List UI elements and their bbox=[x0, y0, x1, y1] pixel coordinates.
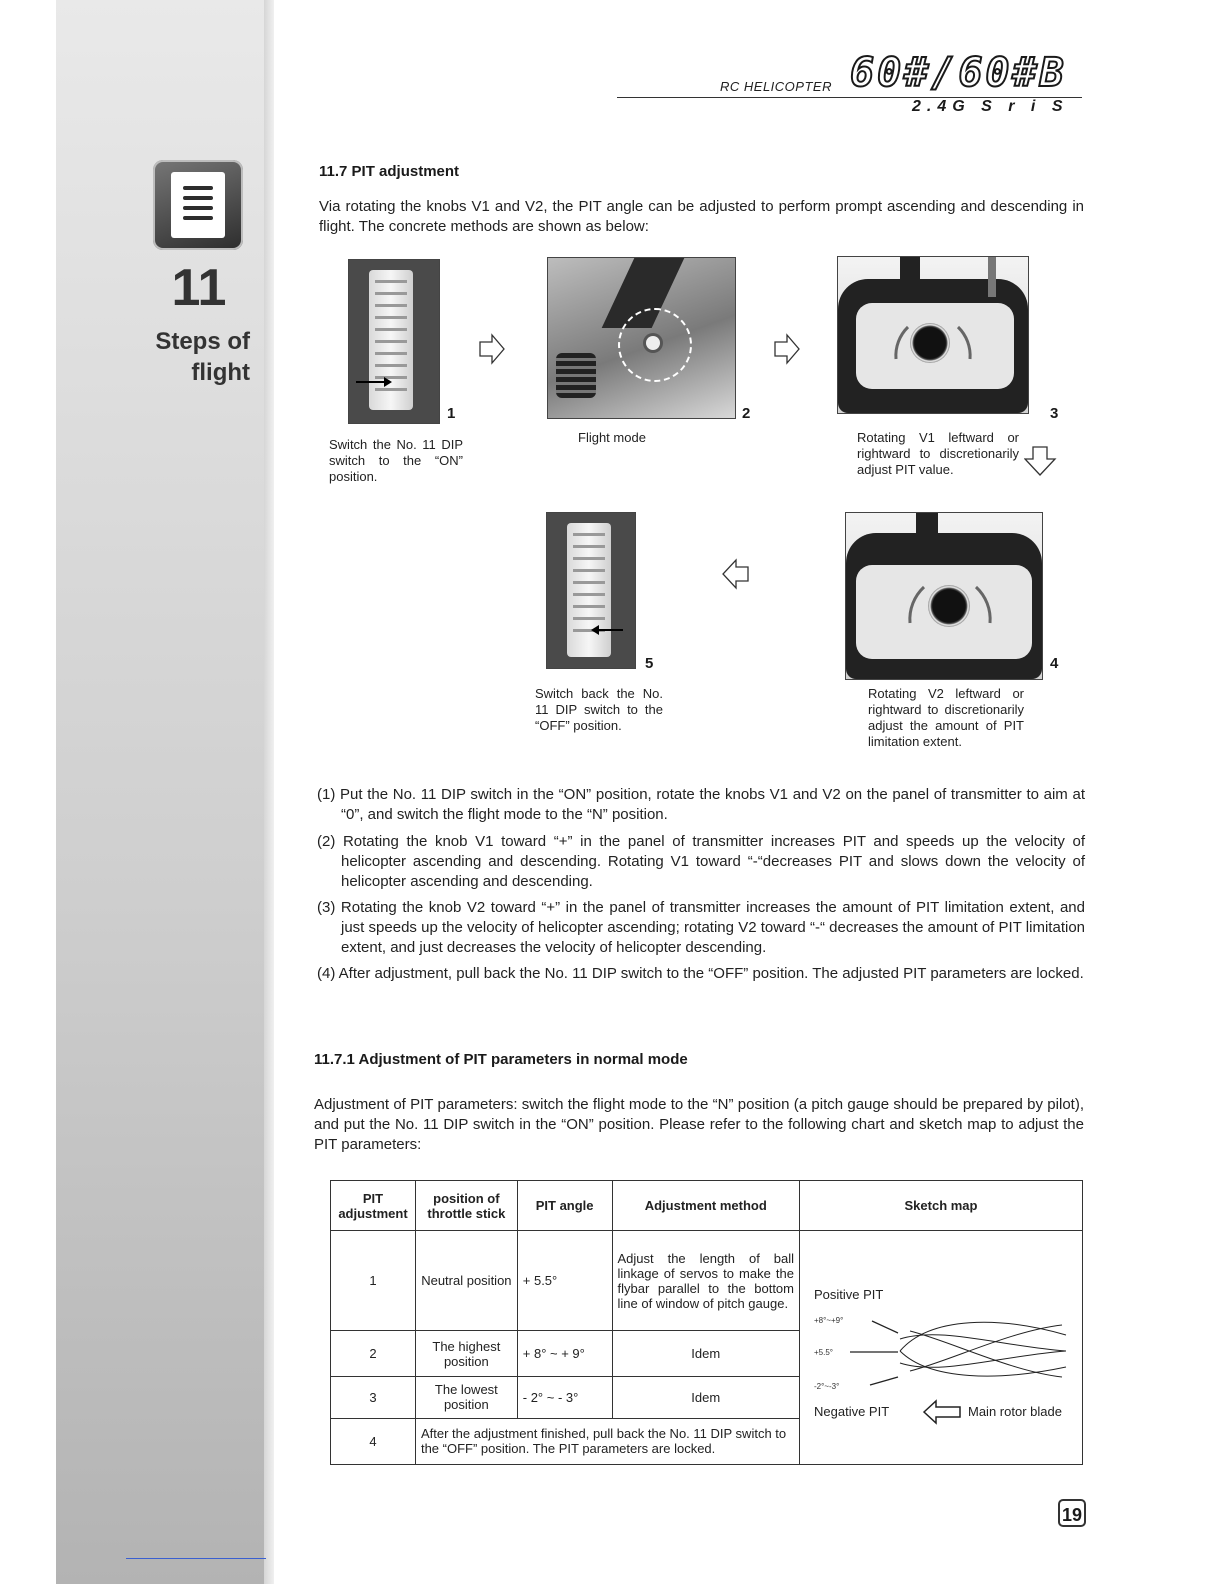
chapter-title bbox=[120, 326, 250, 388]
row-number: 3 bbox=[331, 1376, 416, 1418]
main-rotor-blade-label: Main rotor blade bbox=[968, 1404, 1062, 1419]
flow-arrow-left-icon bbox=[720, 558, 750, 590]
sidebar-link-underline bbox=[126, 1558, 266, 1559]
v2-knob-panel-photo bbox=[845, 512, 1043, 680]
chapter-title-line-1: Steps of bbox=[155, 328, 250, 355]
throttle-position: The lowest position bbox=[415, 1376, 517, 1418]
step-item: (1) Put the No. 11 DIP switch in the “ON” position, rotate the knobs V1 and V2 on the panel of transmitter to aim at “0”, and switch the flight mode to the “N” position. bbox=[317, 786, 1085, 823]
row-number: 1 bbox=[331, 1231, 416, 1331]
document-icon bbox=[153, 160, 243, 250]
header-series-logo: 2.4G S r i S bbox=[912, 98, 1069, 115]
angle-high-label: +8°~+9° bbox=[814, 1316, 844, 1325]
flow-arrow-down-icon bbox=[1024, 445, 1058, 477]
figure-5-number: 5 bbox=[645, 655, 654, 672]
row-number: 2 bbox=[331, 1331, 416, 1376]
throttle-position: The highest position bbox=[415, 1331, 517, 1376]
adjustment-method: Adjust the length of ball linkage of servos to make the flybar parallel to the bottom line of window of pitch gauge. bbox=[612, 1231, 799, 1331]
subsection-heading: 11.7.1 Adjustment of PIT parameters in normal mode bbox=[314, 1051, 688, 1068]
chapter-title-line-2: flight bbox=[191, 359, 250, 386]
chapter-number: 11 bbox=[171, 259, 227, 317]
sidebar-edge bbox=[264, 0, 274, 1584]
pitch-sketch-diagram bbox=[800, 1231, 1082, 1464]
figure-2-caption: Flight mode bbox=[578, 430, 646, 445]
dip-switch-photo-off bbox=[546, 512, 636, 669]
angle-low-label: -2°~-3° bbox=[814, 1382, 840, 1391]
pit-parameters-table bbox=[330, 1180, 1083, 1465]
flow-arrow-right-icon bbox=[478, 333, 506, 365]
pit-angle: + 5.5° bbox=[517, 1231, 612, 1331]
figure-5-caption: Switch back the No. 11 DIP switch to the “OFF” position. bbox=[535, 686, 663, 733]
figure-3-caption: Rotating V1 leftward or rightward to discretionarily adjust PIT value. bbox=[857, 430, 1019, 477]
blade-pointer-arrow-icon bbox=[924, 1401, 960, 1423]
adjustment-method: Idem bbox=[612, 1376, 799, 1418]
flow-arrow-right-icon bbox=[773, 333, 801, 365]
step-item: (3) Rotating the knob V2 toward “+” in the panel of transmitter increases the amount of PIT limitation extent, and just speeds up the velocity of helicopter ascending; rotating V2 toward “-“ decreases the amount of PIT limitation extent, and just decreases the velocity of helicopter descending. bbox=[317, 899, 1085, 956]
col-header-pit-adjustment: PIT adjustment bbox=[331, 1181, 416, 1231]
col-header-adjustment-method: Adjustment method bbox=[612, 1181, 799, 1231]
col-header-pit-angle: PIT angle bbox=[517, 1181, 612, 1231]
negative-pit-label: Negative PIT bbox=[814, 1404, 890, 1419]
col-header-sketch-map: Sketch map bbox=[800, 1181, 1083, 1231]
figure-2-number: 2 bbox=[742, 405, 751, 422]
sketch-map-cell bbox=[800, 1231, 1083, 1465]
final-row-text: After the adjustment finished, pull back the No. 11 DIP switch to the “OFF” position. The PIT parameters are locked. bbox=[415, 1418, 799, 1464]
throttle-position: Neutral position bbox=[415, 1231, 517, 1331]
table-row bbox=[331, 1231, 1083, 1331]
section-heading: 11.7 PIT adjustment bbox=[319, 163, 460, 180]
angle-mid-label: +5.5° bbox=[814, 1348, 833, 1357]
right-arrow-icon bbox=[354, 375, 394, 389]
pit-angle: + 8° ~ + 9° bbox=[517, 1331, 612, 1376]
adjustment-method: Idem bbox=[612, 1331, 799, 1376]
figure-4-number: 4 bbox=[1050, 655, 1059, 672]
figure-3-number: 3 bbox=[1050, 405, 1059, 422]
page-number: 19 bbox=[1058, 1499, 1086, 1527]
step-item: (4) After adjustment, pull back the No. 11 DIP switch to the “OFF” position. The adjusted PIT parameters are locked. bbox=[317, 965, 1084, 982]
row-number: 4 bbox=[331, 1418, 416, 1464]
v1-knob-panel-photo bbox=[837, 256, 1029, 414]
col-header-throttle-position: position of throttle stick bbox=[415, 1181, 517, 1231]
header-model-logo: 60#/60#B bbox=[850, 50, 1067, 96]
figure-1-caption: Switch the No. 11 DIP switch to the “ON” position. bbox=[329, 437, 463, 484]
dip-switch-photo-on bbox=[348, 259, 440, 424]
figure-4-caption: Rotating V2 leftward or rightward to discretionarily adjust the amount of PIT limitation extent. bbox=[868, 686, 1024, 749]
step-item: (2) Rotating the knob V1 toward “+” in the panel of transmitter increases PIT and speeds up the velocity of helicopter ascending and descending. Rotating V1 toward “-“decreases PIT and slows down the velocity of helicopter ascending and descending. bbox=[317, 833, 1085, 890]
pit-angle: - 2° ~ - 3° bbox=[517, 1376, 612, 1418]
subsection-intro: Adjustment of PIT parameters: switch the flight mode to the “N” position (a pitch gauge should be prepared by pilot), and put the No. 11 DIP switch in the “ON” position. Please refer to the following chart and sketch map to adjust the PIT parameters: bbox=[314, 1096, 1084, 1153]
header-subtitle: RC HELICOPTER bbox=[720, 79, 832, 94]
left-arrow-icon bbox=[591, 623, 625, 637]
positive-pit-label: Positive PIT bbox=[814, 1287, 884, 1302]
section-intro: Via rotating the knobs V1 and V2, the PIT angle can be adjusted to perform prompt ascending and descending in flight. The concrete methods are shown as below: bbox=[319, 198, 1084, 235]
figure-1-number: 1 bbox=[447, 405, 456, 422]
flight-mode-switch-photo bbox=[547, 257, 736, 419]
